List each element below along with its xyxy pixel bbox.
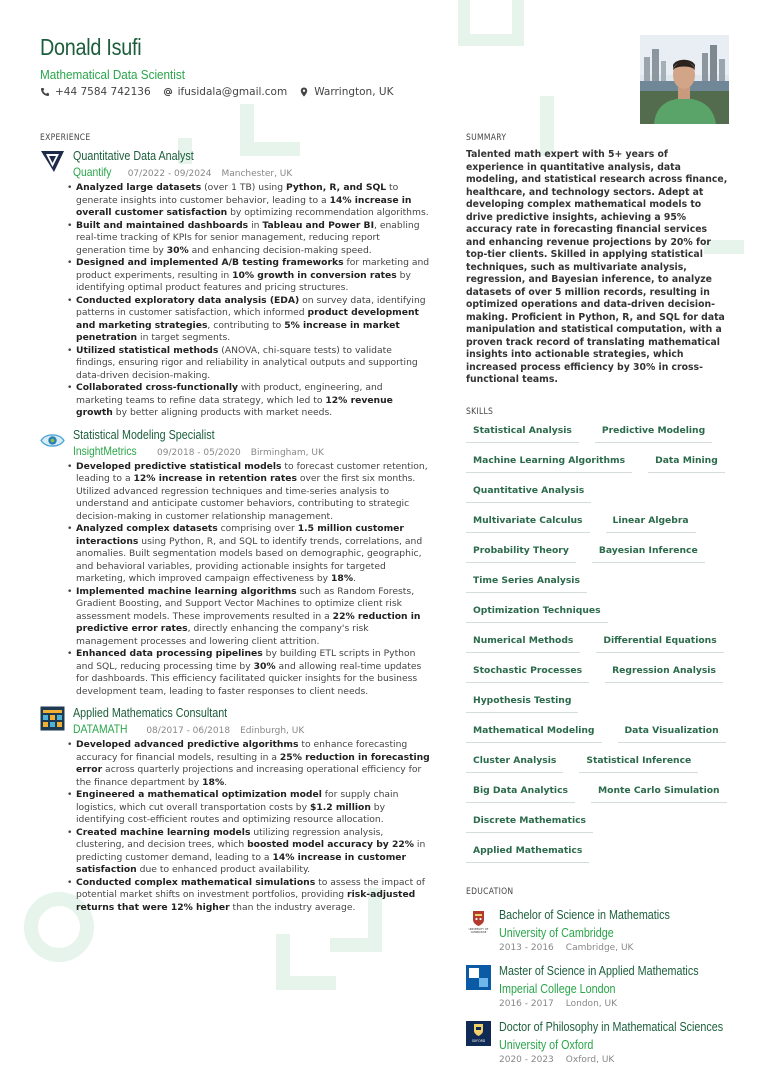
education-entry	[466, 907, 728, 953]
highlight-text: Implemented machine learning algorithms	[76, 585, 297, 597]
achievement-item: • Analyzed large datasets (over 1 TB) using Python, R, and SQL to generate insights into customer behavior, leading to a 14% increase in overall customer satisfaction by optimizing recommendation algorithms.	[76, 182, 432, 220]
company-name: DATAMATH	[73, 722, 128, 736]
highlight-text: 30%	[253, 660, 276, 672]
decorative-shape	[276, 976, 336, 990]
highlight-text: Enhanced data processing pipelines	[76, 648, 263, 659]
highlight-text: 18%	[202, 776, 225, 788]
school-name: University of Cambridge	[499, 925, 614, 940]
education-location: Cambridge, UK	[565, 942, 634, 953]
company-name: Quantify	[73, 165, 112, 179]
highlight-text: 14% increase in customer satisfaction	[76, 851, 407, 875]
skill-tag: Numerical Methods	[466, 629, 580, 653]
highlight-text: 30%	[166, 244, 189, 256]
experience-entry	[40, 149, 432, 420]
highlight-text: Utilized statistical methods	[76, 344, 219, 356]
svg-text:CAMBRIDGE: CAMBRIDGE	[470, 930, 487, 934]
candidate-title: Mathematical Data Scientist	[40, 67, 186, 82]
contact-location	[299, 86, 393, 98]
education-entry	[466, 963, 728, 1009]
education-dates: 2020 - 2023	[499, 1054, 554, 1065]
highlight-text: Created machine learning models	[76, 826, 251, 838]
job-location: Birmingham, UK	[250, 447, 324, 458]
skill-tag: Bayesian Inference	[592, 539, 705, 563]
skill-tag: Quantitative Analysis	[466, 479, 591, 503]
skill-tag: Hypothesis Testing	[466, 689, 578, 713]
left-column	[40, 133, 432, 922]
achievement-item: • Engineered a mathematical optimization model for supply chain logistics, which cut overall transportation costs by $1.2 million by identifying cost-efficient routes and optimizing resource allocation.	[76, 789, 432, 827]
quantify-logo-icon	[40, 149, 65, 174]
highlight-text: 12% increase in retention rates	[133, 473, 297, 484]
skill-tag: Multivariate Calculus	[466, 509, 590, 533]
skill-tag: Time Series Analysis	[466, 569, 587, 593]
section-title-summary: SUMMARY	[466, 133, 507, 143]
experience-entry	[40, 706, 432, 914]
candidate-name: Donald Isufi	[40, 34, 142, 60]
highlight-text: 18%	[331, 573, 354, 584]
achievement-item: • Enhanced data processing pipelines by building ETL scripts in Python and SQL, reducing processing time by 30% and allowing real-time updates for dashboards. This efficiency facilitated quicker insights for the business development team, leading to faster responses to client needs.	[76, 648, 432, 698]
highlight-text: 22% reduction in predictive error rates	[76, 610, 421, 634]
contact-email	[163, 86, 288, 98]
achievement-item: • Developed predictive statistical models to forecast customer retention, leading to a 12% increase in retention rates over the first six months. Utilized advanced regression techniques and time-series analysis to understand and anticipate customer behaviors, contributing to strategic decision-making in customer relationship management.	[76, 461, 432, 524]
achievement-item: • Utilized statistical methods (ANOVA, chi-square tests) to validate findings, ensuring rigor and reliability in analytical outputs and supporting data-driven decision-making.	[76, 345, 432, 383]
job-meta	[73, 165, 292, 179]
section-title-education: EDUCATION	[466, 886, 514, 897]
skill-tag: Machine Learning Algorithms	[466, 449, 632, 473]
highlight-text: Analyzed large datasets	[76, 182, 202, 193]
achievement-item: • Created machine learning models utilizing regression analysis, clustering, and decision trees, which boosted model accuracy by 22% in predicting customer demand, leading to a 14% increase in customer satisfaction due to enhanced product availability.	[76, 827, 432, 877]
job-dates: 07/2022 - 09/2024	[127, 169, 212, 179]
highlight-text: 5% increase in market penetration	[76, 319, 400, 343]
education-list	[466, 907, 728, 1065]
job-title: Applied Mathematics Consultant	[73, 706, 228, 720]
education-info	[499, 1019, 760, 1065]
resume-header	[40, 34, 600, 98]
datamath-calculator-icon	[40, 706, 65, 731]
highlight-text: 1.5 million customer interactions	[76, 523, 404, 547]
skill-tag: Data Visualization	[618, 719, 726, 743]
education-entry	[466, 1019, 728, 1065]
job-location: Edinburgh, UK	[240, 726, 305, 736]
job-meta	[73, 444, 324, 458]
experience-list	[40, 149, 432, 914]
achievement-item: • Implemented machine learning algorithms such as Random Forests, Gradient Boosting, and Support Vector Machines to optimize client risk assessment models. These improvements resulted in a 22% reduction in predictive error rates, directly enhancing the company's risk management processes and lowering client attrition.	[76, 586, 432, 649]
achievement-item: • Designed and implemented A/B testing frameworks for marketing and product experiments, resulting in 10% growth in conversion rates by identifying optimal product features and pricing structures.	[76, 257, 432, 295]
skill-tag: Statistical Analysis	[466, 419, 579, 443]
achievement-item: • Developed advanced predictive algorithms to enhance forecasting accuracy for financial models, resulting in a 25% reduction in forecasting error across quarterly projections and increasing operational efficiency for the finance department by 18%.	[76, 739, 432, 789]
highlight-text: product development and marketing strategies	[76, 307, 419, 331]
profile-photo	[640, 35, 729, 124]
contact-phone	[40, 86, 151, 98]
email-address: ifusidala@gmail.com	[177, 86, 288, 98]
highlight-text: Conducted complex mathematical simulations	[76, 876, 316, 888]
education-location: Oxford, UK	[565, 1054, 615, 1065]
highlight-text: 10% growth in conversion rates	[232, 269, 397, 281]
skill-tag: Big Data Analytics	[466, 779, 575, 803]
education-dates: 2013 - 2016	[499, 942, 554, 953]
school-name: Imperial College London	[499, 981, 616, 996]
skill-tag: Stochastic Processes	[466, 659, 589, 683]
job-info	[73, 428, 324, 458]
highlight-text: Conducted exploratory data analysis (EDA)	[76, 294, 300, 306]
section-title-experience: EXPERIENCE	[40, 133, 91, 143]
skill-tag: Differential Equations	[596, 629, 723, 653]
job-title: Statistical Modeling Specialist	[73, 427, 215, 442]
job-header	[40, 149, 432, 179]
decorative-shape	[330, 938, 382, 952]
job-info	[73, 706, 304, 736]
achievement-item: • Analyzed complex datasets comprising over 1.5 million customer interactions using Python, R, and SQL to identify trends, correlations, and anomalies. Built segmentation models based on demographic, geographic, and behavioral variables, providing actionable insights for targeted marketing, which improved campaign effectiveness by 18%.	[76, 523, 432, 586]
svg-text:OXFORD: OXFORD	[471, 1038, 486, 1043]
achievement-item: • Conducted exploratory data analysis (EDA) on survey data, identifying patterns in customer satisfaction, which informed product development and marketing strategies, contributing to 5% increase in market penetration in target segments.	[76, 295, 432, 345]
job-info	[73, 149, 292, 179]
phone-icon	[40, 87, 50, 97]
job-title: Quantitative Data Analyst	[73, 149, 194, 163]
highlight-text: Designed and implemented A/B testing frameworks	[76, 257, 344, 268]
cambridge-crest-icon	[466, 909, 491, 934]
highlight-text: 12% revenue growth	[76, 394, 393, 418]
highlight-text: Built and maintained dashboards	[76, 219, 249, 231]
contact-info	[40, 86, 600, 98]
highlight-text: Engineered a mathematical optimization model	[76, 789, 322, 800]
right-column	[466, 133, 728, 1075]
job-dates: 09/2018 - 05/2020	[157, 447, 241, 458]
achievement-list	[40, 461, 432, 699]
highlight-text: Python, R, and SQL	[286, 182, 387, 193]
highlight-text: Developed predictive statistical models	[76, 460, 282, 472]
summary-text: Talented math expert with 5+ years of experience in quantitative analysis, data modeling, and statistical research across finance, healthcare, and technology sectors. Adept at developing complex mathematical models to drive predictive insights, achieving a 95% accuracy rate in forecasting financial services and enhancing revenue projections by 20% for top-tier clients. Skilled in applying statistical techniques, such as multivariate analysis, regression, and Bayesian inference, to analyze datasets of over 5 million records, resulting in optimized operations and data-driven decision-making. Proficient in Python, R, and SQL for data manipulation and statistical computation, with a proven track record of translating mathematical insights into actionable strategies, which increased process efficiency by 30% in cross-functional teams.	[466, 149, 728, 385]
job-dates: 08/2017 - 06/2018	[146, 726, 231, 736]
skill-tag: Statistical Inference	[579, 749, 698, 773]
achievement-list	[40, 739, 432, 914]
skill-tag: Regression Analysis	[605, 659, 723, 683]
insightmetrics-eye-icon	[40, 428, 65, 453]
highlight-text: Analyzed complex datasets	[76, 523, 218, 534]
achievement-list	[40, 182, 432, 420]
highlight-text: Collaborated cross-functionally	[76, 382, 239, 393]
experience-entry	[40, 428, 432, 699]
achievement-item: • Built and maintained dashboards in Tableau and Power BI, enabling real-time tracking of KPIs for senior management, reducing report generation time by 30% and enhancing decision-making speed.	[76, 220, 432, 258]
skill-tag: Predictive Modeling	[595, 419, 712, 443]
phone-number: +44 7584 742136	[55, 86, 151, 98]
section-title-skills: SKILLS	[466, 406, 494, 417]
highlight-text: 14% increase in overall customer satisfaction	[76, 194, 412, 218]
education-meta	[499, 1055, 760, 1065]
highlight-text: Developed advanced predictive algorithms	[76, 739, 299, 750]
highlight-text: risk-adjusted returns that were 12% higher	[76, 889, 416, 913]
skill-tag: Monte Carlo Simulation	[591, 779, 727, 803]
highlight-text: Tableau and Power BI	[262, 219, 374, 231]
skill-tag: Data Mining	[648, 449, 725, 473]
skill-tag: Mathematical Modeling	[466, 719, 602, 743]
skill-tag: Applied Mathematics	[466, 839, 589, 863]
achievement-item: • Conducted complex mathematical simulations to assess the impact of potential market shifts on investment portfolios, providing risk-adjusted returns that were 12% higher than the industry average.	[76, 877, 432, 915]
skill-tag: Probability Theory	[466, 539, 576, 563]
education-info	[499, 963, 731, 1009]
at-icon	[163, 87, 173, 97]
skill-tag: Discrete Mathematics	[466, 809, 593, 833]
job-header	[40, 706, 432, 736]
company-name: InsightMetrics	[73, 443, 137, 458]
degree-title: Master of Science in Applied Mathematics	[499, 963, 699, 978]
job-location: Manchester, UK	[221, 169, 293, 179]
highlight-text: 25% reduction in forecasting error	[76, 751, 430, 775]
highlight-text: boosted model accuracy by 22%	[247, 839, 414, 850]
education-meta	[499, 999, 731, 1009]
education-info	[499, 907, 698, 953]
degree-title: Doctor of Philosophy in Mathematical Sciences	[499, 1019, 724, 1034]
education-meta	[499, 943, 698, 953]
skill-tag: Linear Algebra	[606, 509, 696, 533]
skill-tag: Cluster Analysis	[466, 749, 563, 773]
oxford-crest-icon	[466, 1021, 491, 1046]
imperial-logo-icon	[466, 965, 491, 990]
location-pin-icon	[299, 87, 309, 97]
achievement-item: • Collaborated cross-functionally with product, engineering, and marketing teams to refine data strategy, which led to 12% revenue growth by better aligning products with market needs.	[76, 382, 432, 420]
skill-tag: Optimization Techniques	[466, 599, 608, 623]
education-location: London, UK	[565, 998, 617, 1009]
svg-text:UNIVERSITY OF: UNIVERSITY OF	[468, 927, 489, 931]
job-meta	[73, 722, 304, 736]
education-dates: 2016 - 2017	[499, 998, 554, 1009]
job-header	[40, 428, 432, 458]
school-name: University of Oxford	[499, 1037, 594, 1052]
skills-list	[466, 419, 728, 869]
highlight-text: $1.2 million	[309, 801, 371, 813]
location-text: Warrington, UK	[314, 86, 394, 98]
degree-title: Bachelor of Science in Mathematics	[499, 907, 670, 922]
